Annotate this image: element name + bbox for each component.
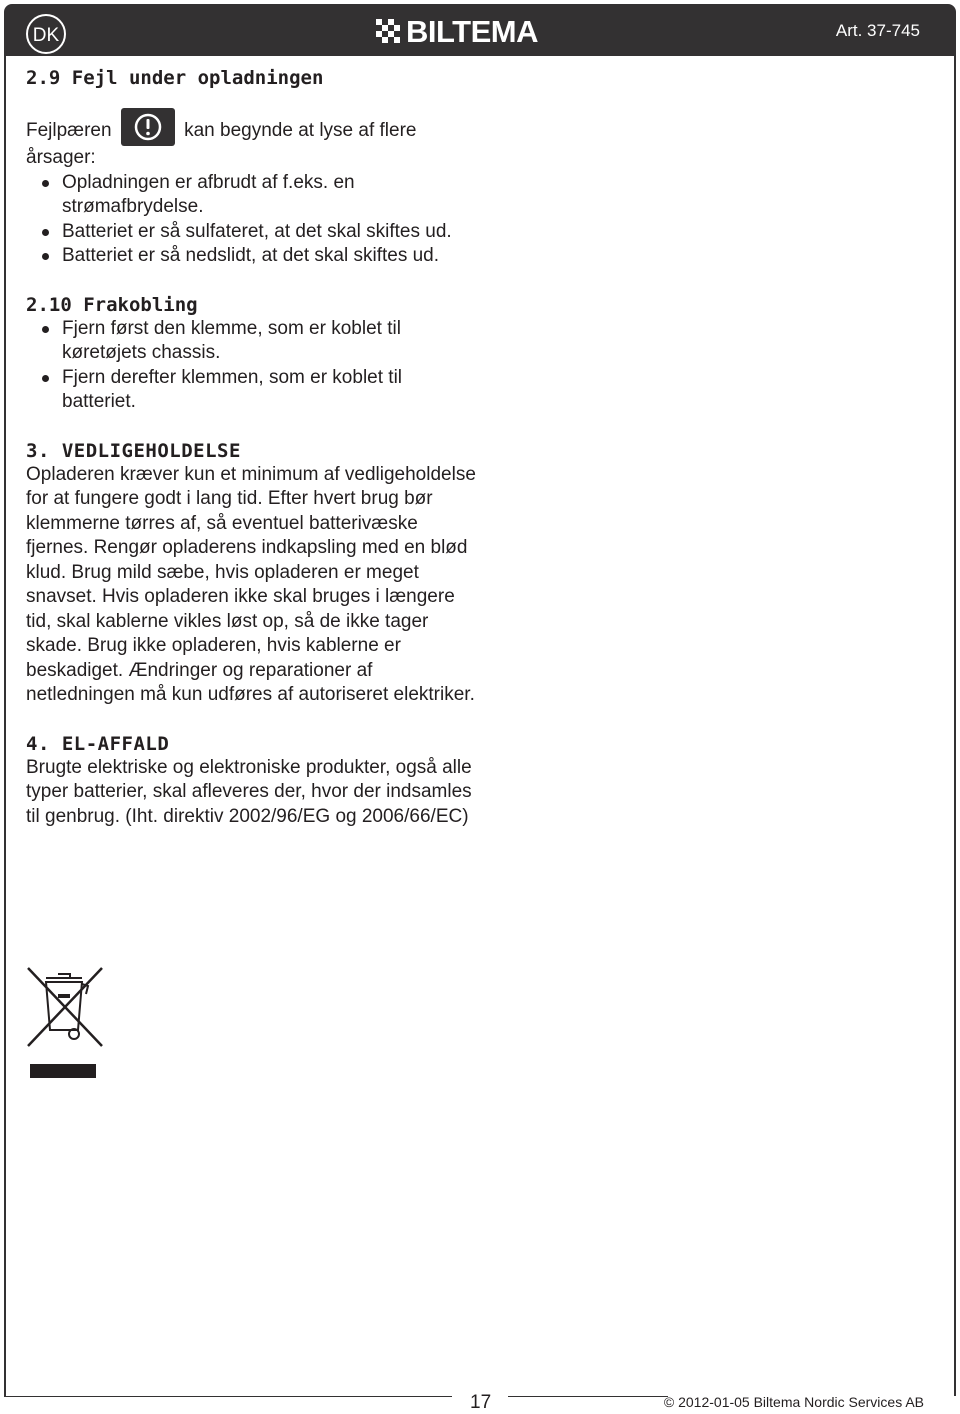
list-item: Batteriet er så sulfateret, at det skal skiftes ud. <box>26 220 476 245</box>
section-2-10-bullets <box>26 317 476 415</box>
brand-name: BILTEMA <box>406 14 538 49</box>
frame-left <box>4 56 6 1396</box>
article-number: Art. 37-745 <box>835 21 920 40</box>
list-item: Fjern derefter klemmen, som er koblet til batteriet. <box>26 366 476 415</box>
language-badge: DK <box>26 14 66 54</box>
section-3-body: Opladeren kræver kun et minimum af vedligeholdelse for at fungere godt i lang tid. Efter hvert brug bør klemmerne tørres af, så eventuel batterivæske fjernes. Rengør opladerens indkapsling med en blød klud. Brug mild sæbe, hvis opladeren er meget snavset. Hvis opladeren ikke skal bruges i længere tid, skal kablerne vikles løst op, så de ikke tager skade. Brug ikke opladeren, hvis kablerne er beskadiget. Ændringer og reparationer af netledningen må kun udføres af autoriseret elektriker. <box>26 463 476 705</box>
section-2-9-heading: 2.9 Fejl under opladningen <box>26 67 324 89</box>
warning-exclamation-icon <box>121 108 175 146</box>
section-3-heading: 3. VEDLIGEHOLDELSE <box>26 439 241 462</box>
section-4-body: Brugte elektriske og elektroniske produkter, også alle typer batterier, skal afleveres der, hvor der indsamles til genbrug. (Iht. direktiv 2002/96/EG og 2006/66/EC) <box>26 756 472 827</box>
intro-text-after-icon: kan begynde at lyse af flere <box>184 120 417 141</box>
page-number: 17 <box>470 1392 492 1413</box>
section-4-heading: 4. EL-AFFALD <box>26 732 170 755</box>
checkered-flag-icon <box>376 19 402 45</box>
list-item: Fjern først den klemme, som er koblet til køretøjets chassis. <box>26 317 476 366</box>
copyright-notice: © 2012-01-05 Biltema Nordic Services AB <box>663 1394 924 1410</box>
biltema-logo <box>376 16 592 48</box>
section-2-9-bullets <box>26 171 476 269</box>
footer-line-right <box>508 1396 668 1397</box>
crossed-out-wheelie-bin-icon <box>24 964 106 1082</box>
section-2-10-heading: 2.10 Frakobling <box>26 293 198 316</box>
intro-text-before-icon: Fejlpæren <box>26 120 112 141</box>
section-2-9-intro-line2: årsager: <box>26 147 96 168</box>
frame-right <box>954 56 956 1396</box>
footer-line-left <box>4 1396 452 1397</box>
main-content <box>26 66 476 829</box>
list-item: Opladningen er afbrudt af f.eks. en strømafbrydelse. <box>26 171 476 220</box>
page-header <box>4 4 956 56</box>
section-2-9-intro <box>26 108 476 146</box>
list-item: Batteriet er så nedslidt, at det skal skiftes ud. <box>26 244 476 269</box>
